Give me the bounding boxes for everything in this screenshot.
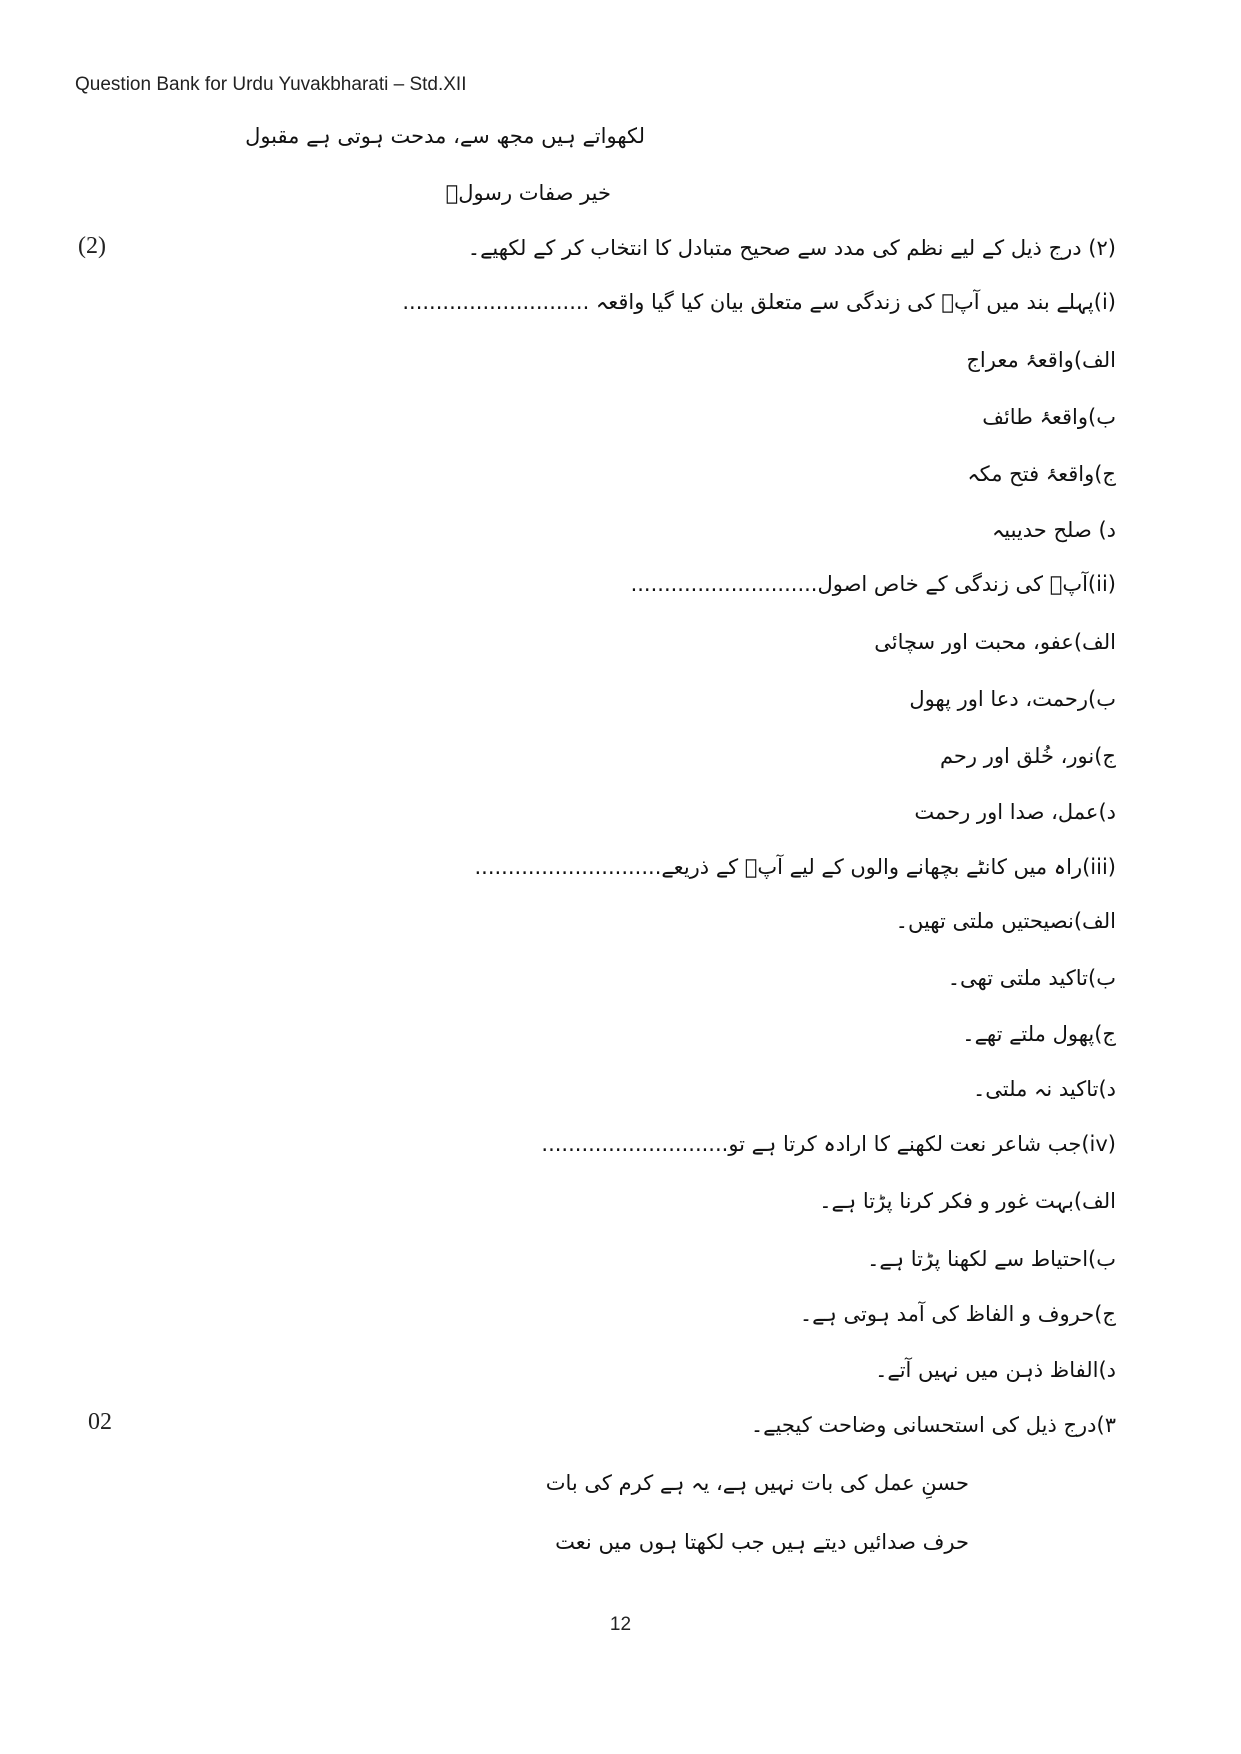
q2-marks: (2) xyxy=(78,233,106,259)
poem-line-1: لکھواتے ہیں مجھ سے، مدحت ہوتی ہے مقبول xyxy=(245,124,645,148)
q2-item-1-option-a: الف)واقعۂ معراج xyxy=(966,348,1116,372)
q2-item-3-option-a: الف)نصیحتیں ملتی تھیں۔ xyxy=(895,909,1116,933)
q2-item-3-option-d: د)تاکید نہ ملتی۔ xyxy=(973,1077,1116,1101)
q3-verse-line-2: حرف صدائیں دیتے ہیں جب لکھتا ہوں میں نعت xyxy=(555,1530,969,1554)
q2-item-1-stem: (i)پہلے بند میں آپؐ کی زندگی سے متعلق بیان کیا گیا واقعہ ............................ xyxy=(402,290,1116,314)
q2-item-4-option-c: ج)حروف و الفاظ کی آمد ہوتی ہے۔ xyxy=(799,1302,1116,1326)
q2-item-2-stem: (ii)آپؐ کی زندگی کے خاص اصول............................ xyxy=(630,572,1116,596)
q2-item-3-option-b: ب)تاکید ملتی تھی۔ xyxy=(947,966,1116,990)
q2-item-4-option-b: ب)احتیاط سے لکھنا پڑتا ہے۔ xyxy=(867,1247,1116,1271)
q2-item-2-option-a: الف)عفو، محبت اور سچائی xyxy=(874,630,1116,654)
poem-line-2: خیر صفات رسولؐ xyxy=(445,181,611,205)
q3-marks: 02 xyxy=(88,1409,112,1435)
q2-item-4-option-a: الف)بہت غور و فکر کرنا پڑتا ہے۔ xyxy=(819,1189,1116,1213)
q2-item-2-option-c: ج)نور، خُلق اور رحم xyxy=(939,744,1116,768)
document-header: Question Bank for Urdu Yuvakbharati – Std.XII xyxy=(75,74,467,95)
q2-item-4-option-d: د)الفاظ ذہن میں نہیں آتے۔ xyxy=(875,1358,1116,1382)
q2-instruction: (۲) درج ذیل کے لیے نظم کی مدد سے صحیح متبادل کا انتخاب کر کے لکھیے۔ xyxy=(467,236,1116,260)
q2-item-1-option-d: د) صلح حدیبیہ xyxy=(991,518,1116,542)
page-number: 12 xyxy=(609,1614,632,1635)
q2-item-1-option-c: ج)واقعۂ فتح مکہ xyxy=(967,462,1116,486)
q2-item-3-option-c: ج)پھول ملتے تھے۔ xyxy=(962,1022,1116,1046)
q2-item-1-option-b: ب)واقعۂ طائف xyxy=(982,405,1116,429)
q2-item-3-stem: (iii)راہ میں کانٹے بچھانے والوں کے لیے آپؐ کے ذریعے............................ xyxy=(474,855,1116,879)
q3-instruction: ۳)درج ذیل کی استحسانی وضاحت کیجیے۔ xyxy=(750,1413,1116,1437)
q3-verse-line-1: حسنِ عمل کی بات نہیں ہے، یہ ہے کرم کی بات xyxy=(545,1471,969,1495)
q2-item-2-option-b: ب)رحمت، دعا اور پھول xyxy=(909,687,1116,711)
q2-item-4-stem: (iv)جب شاعر نعت لکھنے کا ارادہ کرتا ہے تو............................ xyxy=(541,1132,1116,1156)
q2-item-2-option-d: د)عمل، صدا اور رحمت xyxy=(914,800,1116,824)
